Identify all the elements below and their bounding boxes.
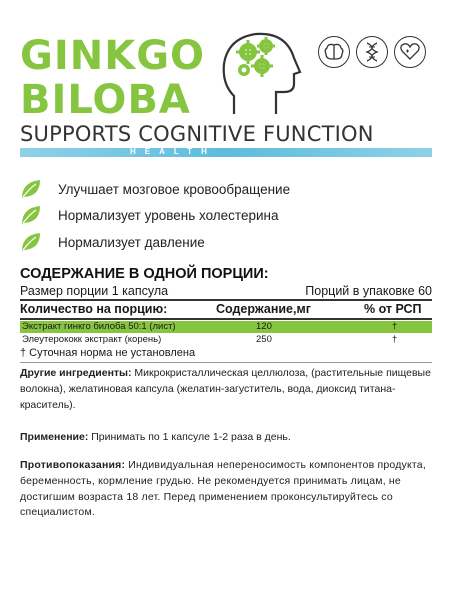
ingredients-paragraph — [20, 366, 434, 413]
benefit-item — [20, 231, 205, 253]
table-header-amount: Количество на порцию: — [20, 302, 168, 316]
leaf-icon — [20, 178, 42, 200]
servings-per-pack: Порций в упаковке 60 — [305, 284, 432, 298]
row-rsp: † — [392, 334, 398, 345]
facts-title: СОДЕРЖАНИЕ В ОДНОЙ ПОРЦИИ: — [20, 266, 269, 282]
row-amount: 250 — [256, 334, 272, 345]
benefit-label: Улучшает мозговое кровообращение — [58, 181, 291, 197]
leaf-icon — [20, 231, 42, 253]
product-title-line2: BILOBA — [20, 77, 191, 123]
serving-info — [20, 284, 432, 298]
contraindications-label: Противопоказания: — [20, 459, 126, 471]
table-row — [20, 334, 432, 346]
table-header-rsp: % от РСП — [364, 302, 422, 316]
heart-icon — [394, 36, 426, 68]
product-title-line1: GINKGO — [20, 33, 206, 79]
row-amount: 120 — [256, 321, 272, 332]
health-band — [20, 148, 432, 157]
footnote: † Суточная норма не установлена — [20, 347, 196, 359]
divider — [20, 362, 432, 363]
head-with-gears-icon — [214, 26, 306, 118]
benefit-label: Нормализует давление — [58, 234, 205, 250]
dna-icon — [356, 36, 388, 68]
table-row — [20, 321, 432, 333]
row-name: Экстракт гинкго билоба 50:1 (лист) — [22, 321, 176, 332]
benefit-item — [20, 178, 290, 200]
contraindications-text: Индивидуальная непереносимость компонентов продукта, беременность, кормление грудью. Не рекомендуется принимать лицам, не достигшим возраста 18 лет. Перед применением проконсультируйтесь со специалистом. — [20, 459, 426, 519]
ingredients-text: Микрокристаллическая целлюлоза, (растительные пищевые волокна), желатиновая капсула (желатин-загуститель, вода, диоксид титана-краситель). — [20, 367, 431, 411]
divider — [20, 318, 432, 320]
divider — [20, 299, 432, 301]
serving-size: Размер порции 1 капсула — [20, 284, 169, 298]
usage-paragraph — [20, 430, 434, 446]
row-name: Элеутерококк экстракт (корень) — [22, 334, 162, 345]
brain-icon — [318, 36, 350, 68]
health-band-text: HEALTH — [130, 147, 216, 156]
usage-label: Применение: — [20, 431, 89, 443]
benefit-item — [20, 204, 278, 226]
table-header-content: Содержание,мг — [216, 302, 311, 316]
leaf-icon — [20, 204, 42, 226]
row-rsp: † — [392, 321, 398, 332]
usage-text: Принимать по 1 капсуле 1-2 раза в день. — [88, 431, 291, 443]
ingredients-label: Другие ингредиенты: — [20, 367, 132, 379]
product-subtitle: SUPPORTS COGNITIVE FUNCTION — [20, 122, 374, 146]
contraindications-paragraph — [20, 458, 434, 521]
benefit-label: Нормализует уровень холестерина — [58, 207, 279, 223]
